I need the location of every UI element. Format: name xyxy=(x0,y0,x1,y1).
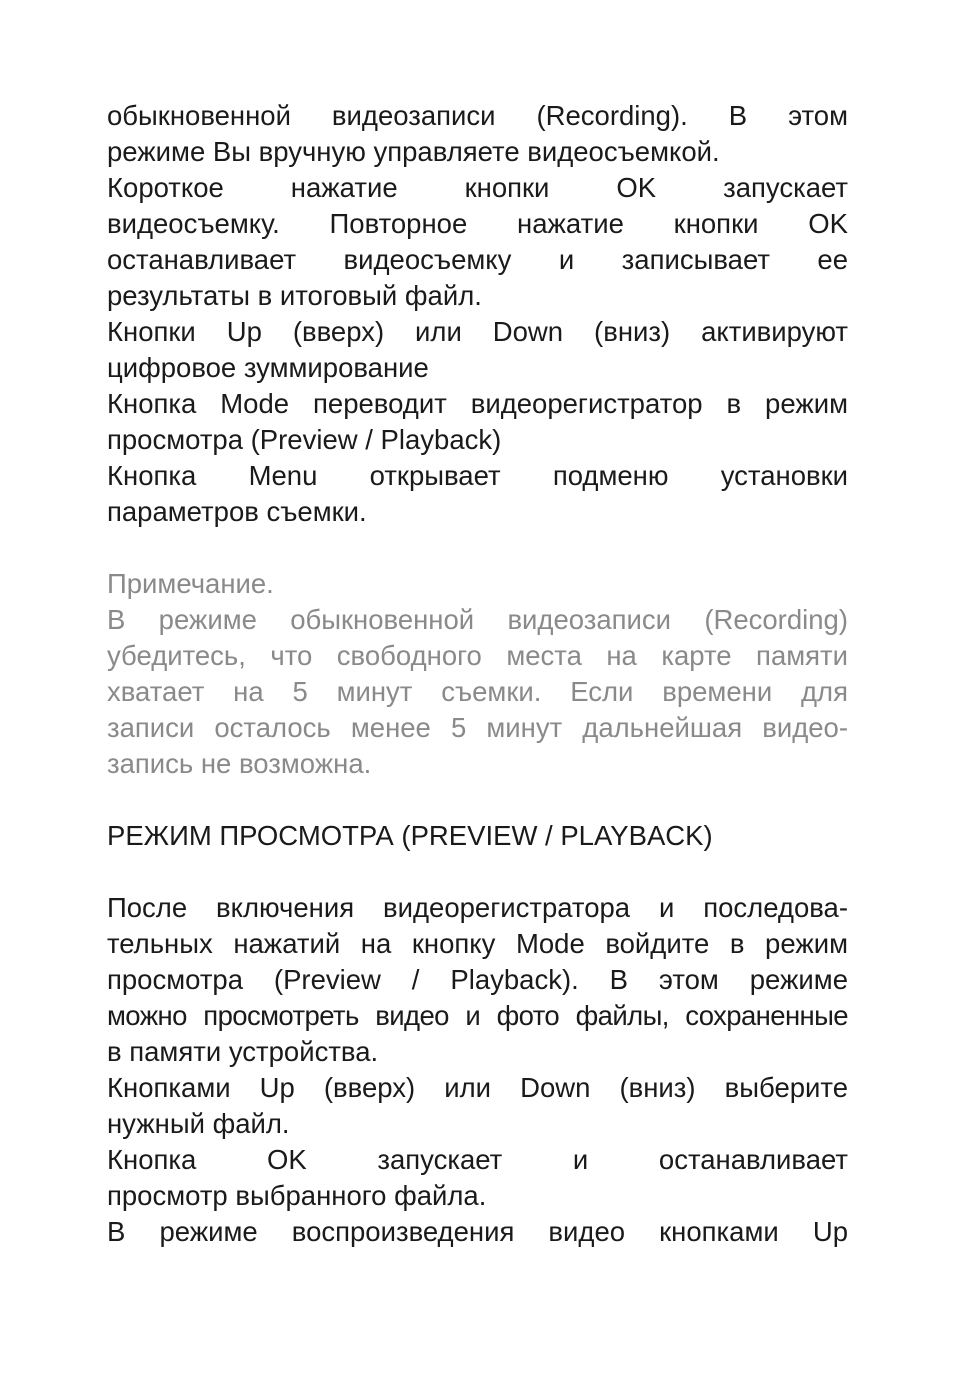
section-heading: РЕЖИМ ПРОСМОТРА (PREVIEW / PLAYBACK) xyxy=(107,820,713,851)
paragraph-select-file xyxy=(107,1070,848,1142)
note-line: хватает на 5 минут съемки. Если времени для xyxy=(107,676,848,707)
text-line: режиме Вы вручную управляете видеосъемкой. xyxy=(107,136,720,167)
paragraph-playback-buttons xyxy=(107,1214,848,1250)
paragraph-mode-button xyxy=(107,386,848,458)
text-line: просмотра (Preview / Playback) xyxy=(107,424,502,455)
text-line: тельных нажатий на кнопку Mode войдите в режим xyxy=(107,928,848,959)
text-line: параметров съемки. xyxy=(107,496,367,527)
note-block xyxy=(107,566,848,782)
text-line: видеосъемку. Повторное нажатие кнопки OK xyxy=(107,208,848,239)
text-line: Кнопками Up (вверх) или Down (вниз) выберите xyxy=(107,1072,848,1103)
note-line: убедитесь, что свободного места на карте памяти xyxy=(107,640,848,671)
text-line: нужный файл. xyxy=(107,1108,290,1139)
spacer xyxy=(107,854,848,890)
paragraph-ok-button xyxy=(107,170,848,314)
paragraph-recording-mode xyxy=(107,98,848,170)
spacer xyxy=(107,530,848,566)
paragraph-menu-button xyxy=(107,458,848,530)
document-page xyxy=(107,98,848,1250)
text-line: результаты в итоговый файл. xyxy=(107,280,482,311)
note-line: В режиме обыкновенной видеозаписи (Recording) xyxy=(107,604,848,635)
text-line: Кнопки Up (вверх) или Down (вниз) активируют xyxy=(107,316,848,347)
text-line: Кнопка OK запускает и останавливает xyxy=(107,1144,848,1175)
note-line: запись не возможна. xyxy=(107,748,372,779)
text-line: Короткое нажатие кнопки OK запускает xyxy=(107,172,848,203)
paragraph-ok-playback xyxy=(107,1142,848,1214)
text-line: в памяти устройства. xyxy=(107,1036,379,1067)
text-line: просмотра (Preview / Playback). В этом режиме xyxy=(107,964,848,995)
paragraph-zoom xyxy=(107,314,848,386)
text-line: В режиме воспроизведения видео кнопками Up xyxy=(107,1216,848,1247)
text-line: останавливает видеосъемку и записывает ее xyxy=(107,244,848,275)
note-title: Примечание. xyxy=(107,568,274,599)
text-line: цифровое зуммирование xyxy=(107,352,429,383)
text-line: Кнопка Menu открывает подменю установки xyxy=(107,460,848,491)
text-line: просмотр выбранного файла. xyxy=(107,1180,487,1211)
text-line: Кнопка Mode переводит видеорегистратор в режим xyxy=(107,388,848,419)
text-line: После включения видеорегистратора и последова- xyxy=(107,892,848,923)
text-line: можно просмотреть видео и фото файлы, сохраненные xyxy=(107,1000,848,1031)
paragraph-preview-intro xyxy=(107,890,848,1070)
spacer xyxy=(107,782,848,818)
note-line: записи осталось менее 5 минут дальнейшая видео- xyxy=(107,712,848,743)
text-line: обыкновенной видеозаписи (Recording). В этом xyxy=(107,100,848,131)
